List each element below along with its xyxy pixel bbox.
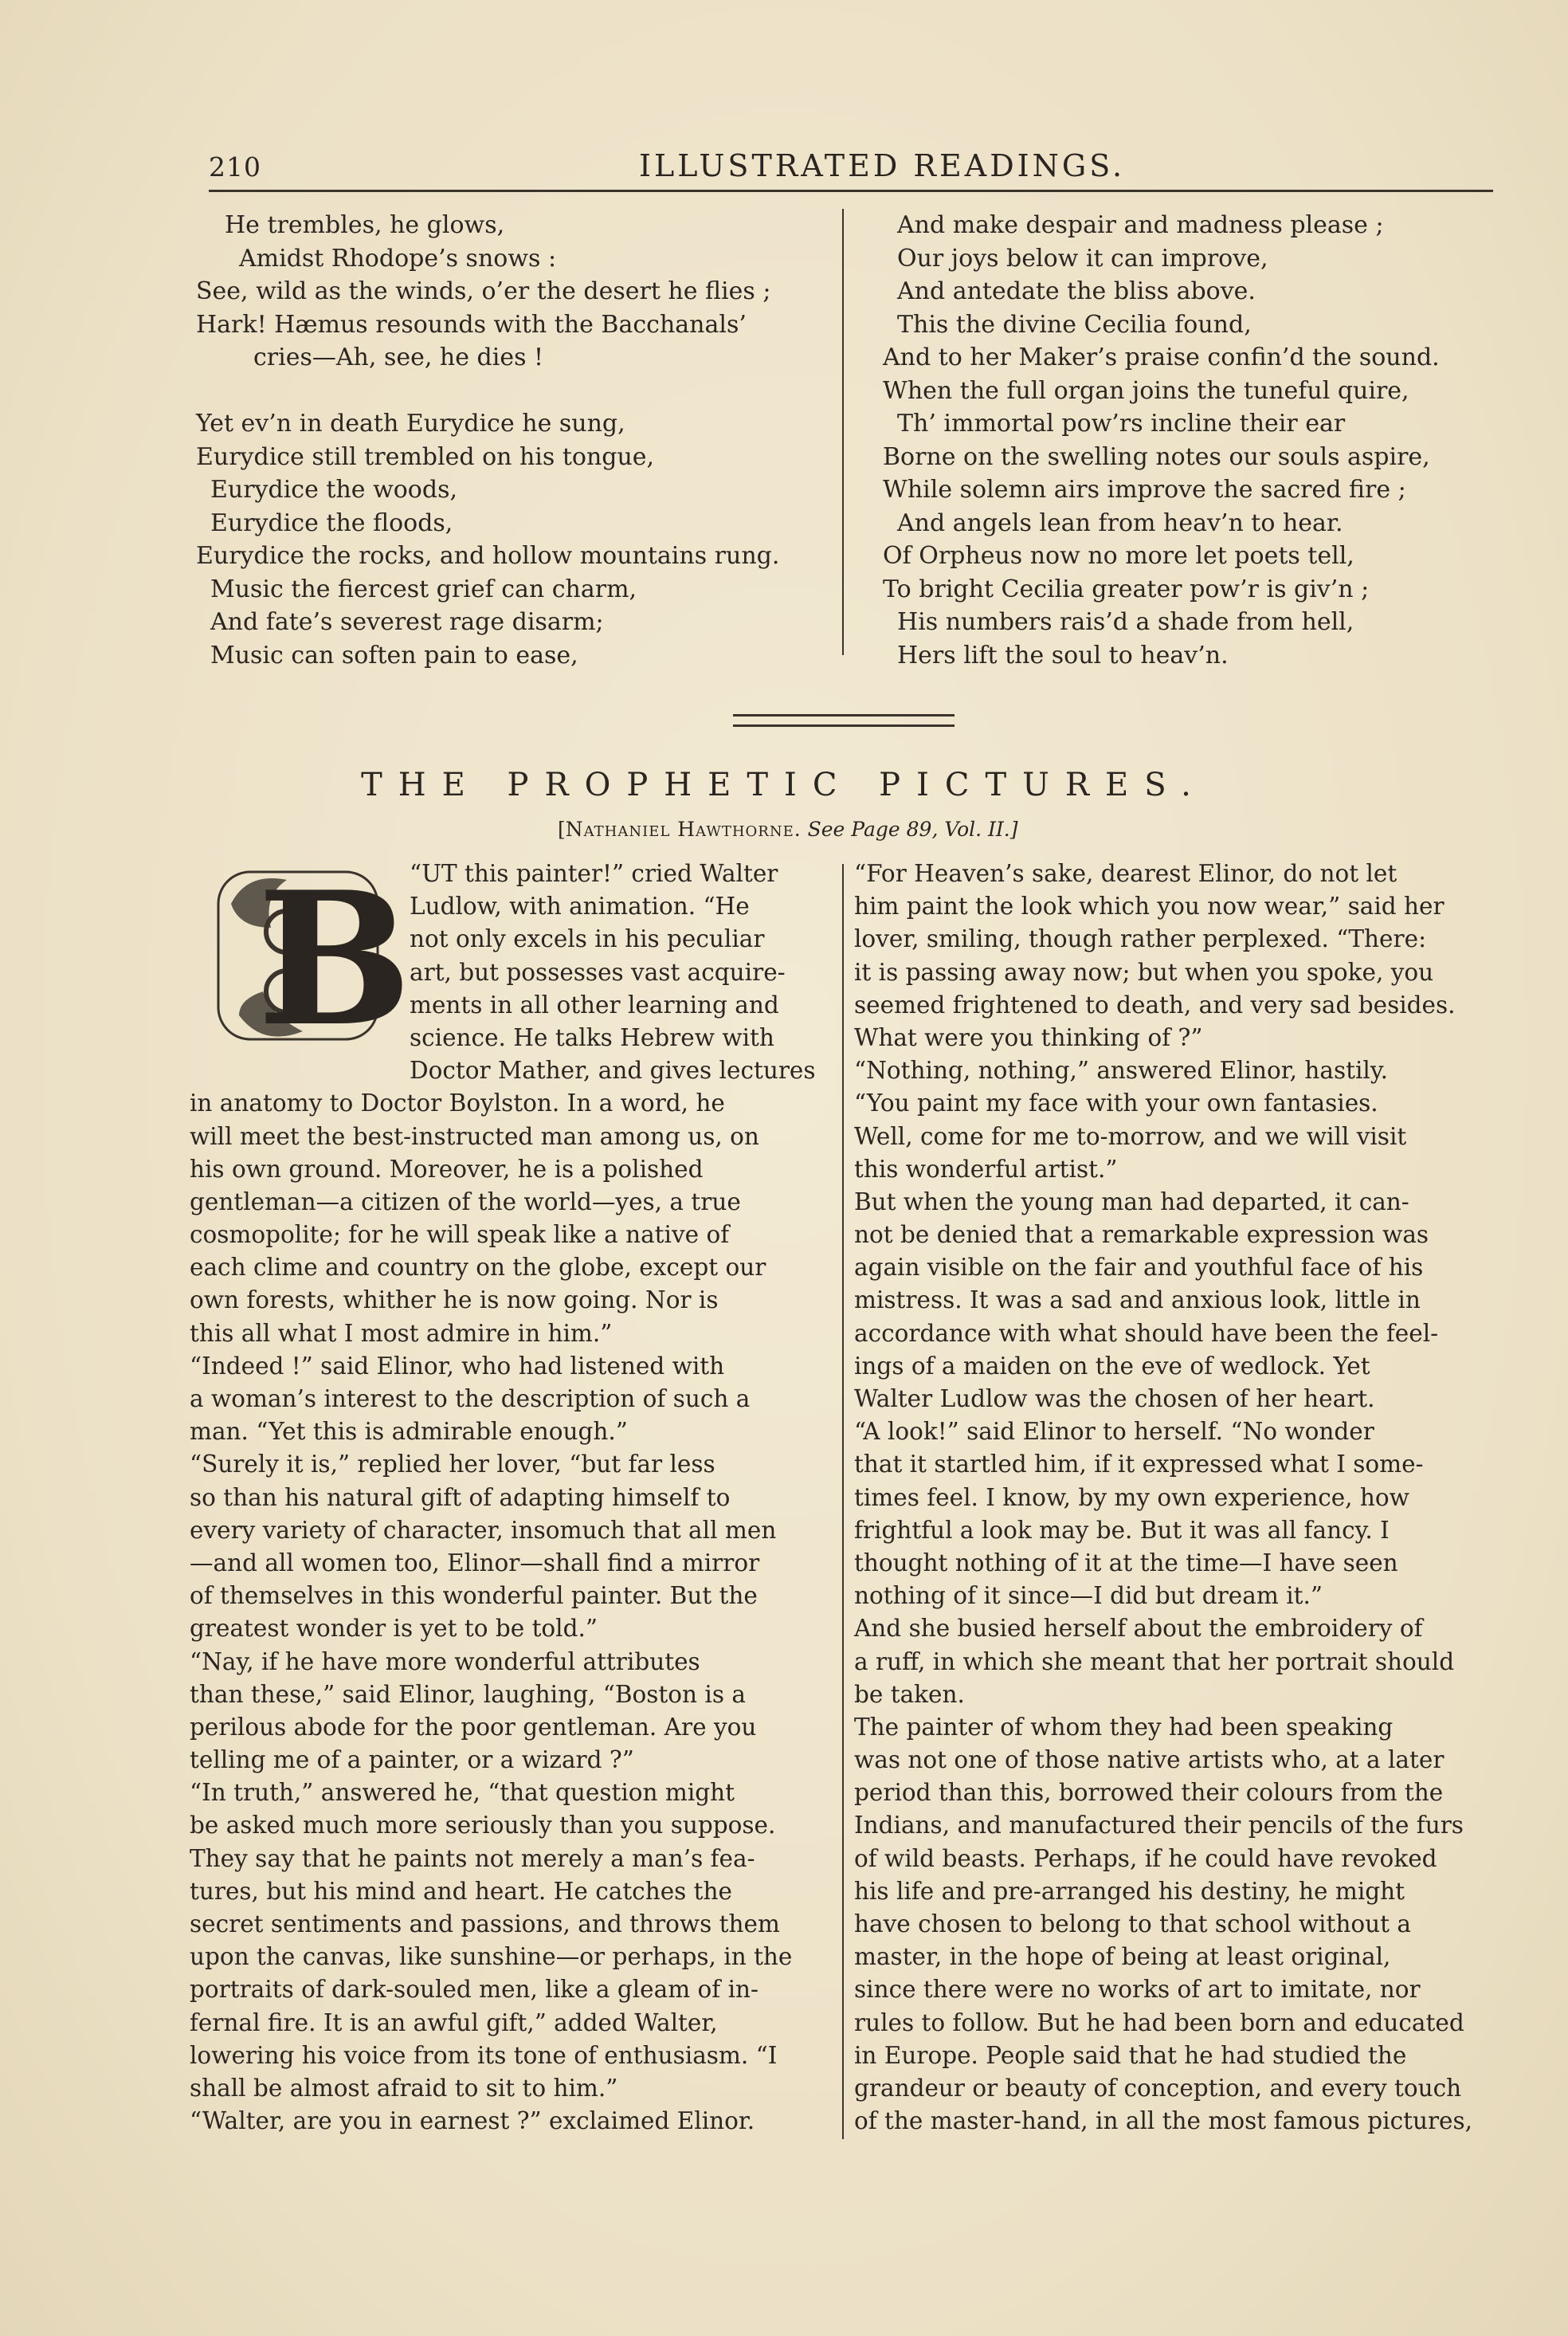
poem-line: Of Orpheus now no more let poets tell, bbox=[883, 542, 1354, 570]
text-line: since there were no works of art to imitate, nor bbox=[854, 1976, 1421, 2004]
text-line: grandeur or beauty of conception, and every touch bbox=[854, 2074, 1462, 2102]
poem-line: He trembles, he glows, bbox=[225, 211, 505, 239]
text-line: fernal fire. It is an awful gift,” added Walter, bbox=[190, 2008, 718, 2036]
text-line: a woman’s interest to the description of such a bbox=[190, 1385, 751, 1412]
text-line: frightful a look may be. But it was all fancy. I bbox=[854, 1516, 1390, 1544]
text-line: “Surely it is,” replied her lover, “but far less bbox=[190, 1451, 715, 1478]
text-line: lover, smiling, though rather perplexed. “There: bbox=[854, 925, 1427, 953]
text-line: in anatomy to Doctor Boylston. In a word, he bbox=[190, 1089, 725, 1117]
text-line: this wonderful artist.” bbox=[854, 1155, 1118, 1183]
text-line: “UT this painter!” cried Walter bbox=[410, 860, 778, 887]
text-line: “A look!” said Elinor to herself. “No wonder bbox=[854, 1418, 1374, 1446]
text-line: this all what I most admire in him.” bbox=[190, 1319, 613, 1347]
text-line: “Walter, are you in earnest ?” exclaimed Elinor. bbox=[190, 2107, 755, 2135]
poem-line: And angels lean from heav’n to hear. bbox=[897, 508, 1343, 537]
text-line: shall be almost afraid to sit to him.” bbox=[190, 2074, 618, 2102]
column-divider bbox=[842, 209, 844, 655]
text-line: his life and pre-arranged his destiny, he might bbox=[854, 1877, 1405, 1905]
poem-line: Eurydice still trembled on his tongue, bbox=[196, 442, 655, 471]
poem-line bbox=[196, 375, 825, 408]
text-line: times feel. I know, by my own experience, how bbox=[854, 1483, 1409, 1511]
poem-line: And fate’s severest rage disarm; bbox=[210, 608, 604, 636]
text-line: a ruff, in which she meant that her portrait should bbox=[854, 1647, 1455, 1675]
text-line: “Indeed !” said Elinor, who had listened with bbox=[190, 1352, 725, 1380]
text-line: But when the young man had departed, it can- bbox=[854, 1188, 1409, 1215]
text-line: was not one of those native artists who, at a later bbox=[854, 1746, 1445, 1774]
text-line: of the master-hand, in all the most famous pictures, bbox=[854, 2107, 1473, 2135]
text-line: than these,” said Elinor, laughing, “Boston is a bbox=[190, 1680, 746, 1708]
text-line: his own ground. Moreover, he is a polished bbox=[190, 1155, 704, 1183]
text-line: him paint the look which you now wear,” said her bbox=[854, 893, 1445, 921]
text-line: Ludlow, with animation. “He bbox=[410, 893, 750, 921]
text-line: ings of a maiden on the eve of wedlock. Yet bbox=[854, 1352, 1370, 1380]
poem-line: Th’ immortal pow’rs incline their ear bbox=[897, 410, 1346, 438]
text-line: man. “Yet this is admirable enough.” bbox=[190, 1418, 628, 1446]
story-author: Nathaniel Hawthorne. bbox=[565, 818, 802, 841]
story-attribution bbox=[558, 818, 1018, 841]
text-line: secret sentiments and passions, and throws them bbox=[190, 1910, 780, 1938]
poem-line: To bright Cecilia greater pow’r is giv’n ; bbox=[883, 575, 1370, 603]
text-line: The painter of whom they had been speaking bbox=[854, 1713, 1394, 1741]
text-line: They say that he paints not merely a man’s fea- bbox=[190, 1844, 755, 1872]
poem-line: Eurydice the floods, bbox=[210, 508, 453, 537]
poem-line: And antedate the bliss above. bbox=[897, 277, 1256, 305]
text-line: cosmopolite; for he will speak like a native of bbox=[190, 1221, 730, 1249]
text-line: rules to follow. But he had been born and educated bbox=[854, 2008, 1464, 2036]
poem-line: Hark! Hæmus resounds with the Bacchanals’ bbox=[196, 310, 747, 339]
text-line: every variety of character, insomuch that all men bbox=[190, 1516, 777, 1544]
running-title: ILLUSTRATED READINGS. bbox=[639, 148, 1126, 183]
text-line: tures, but his mind and heart. He catches the bbox=[190, 1877, 732, 1905]
poem-left-column bbox=[196, 209, 825, 672]
poem-line: And to her Maker’s praise confin’d the sound. bbox=[883, 344, 1440, 371]
section-divider bbox=[733, 714, 955, 727]
poem-line: And make despair and madness please ; bbox=[897, 211, 1384, 239]
story-column-divider bbox=[842, 864, 844, 2139]
text-line: greatest wonder is yet to be told.” bbox=[190, 1615, 598, 1643]
poem-line: This the divine Cecilia found, bbox=[897, 310, 1252, 339]
text-line: it is passing away now; but when you spoke, you bbox=[854, 958, 1434, 986]
text-line: of wild beasts. Perhaps, if he could have revoked bbox=[854, 1844, 1437, 1872]
text-line: “You paint my face with your own fantasies. bbox=[854, 1089, 1378, 1117]
poem-line: When the full organ joins the tuneful quire, bbox=[883, 376, 1409, 405]
text-line: that it startled him, if it expressed what I some- bbox=[854, 1451, 1424, 1478]
text-line: —and all women too, Elinor—shall find a mirror bbox=[190, 1549, 760, 1576]
text-line: Walter Ludlow was the chosen of her heart. bbox=[854, 1385, 1375, 1412]
attribution-reference: See Page 89, Vol. II.] bbox=[807, 818, 1018, 841]
poem-line: Hers lift the soul to heav’n. bbox=[897, 641, 1229, 669]
text-line: lowering his voice from its tone of enthusiasm. “I bbox=[190, 2041, 778, 2069]
text-line: What were you thinking of ?” bbox=[854, 1023, 1203, 1051]
text-line: be asked much more seriously than you suppose. bbox=[190, 1812, 776, 1839]
page-number: 210 bbox=[209, 151, 261, 183]
drop-cap-letter: B bbox=[257, 856, 413, 1067]
story-title: THE PROPHETIC PICTURES. bbox=[361, 767, 1207, 803]
text-line: period than this, borrowed their colours from the bbox=[854, 1779, 1444, 1807]
poem-line: His numbers rais’d a shade from hell, bbox=[897, 608, 1354, 636]
text-line: master, in the hope of being at least original, bbox=[854, 1943, 1391, 1971]
text-line: portraits of dark-souled men, like a gleam of in- bbox=[190, 1976, 759, 2004]
text-line: Doctor Mather, and gives lectures bbox=[410, 1057, 816, 1085]
text-line: be taken. bbox=[854, 1680, 965, 1708]
poem-line: Borne on the swelling notes our souls aspire, bbox=[883, 442, 1430, 471]
poem-line: Music the fiercest grief can charm, bbox=[210, 575, 637, 603]
poem-line: Amidst Rhodope’s snows : bbox=[239, 244, 557, 273]
poem-line: cries—Ah, see, he dies ! bbox=[253, 344, 544, 371]
text-line: “For Heaven’s sake, dearest Elinor, do not let bbox=[854, 860, 1397, 887]
text-line: science. He talks Hebrew with bbox=[410, 1023, 774, 1051]
text-line: have chosen to belong to that school without a bbox=[854, 1910, 1411, 1938]
poem-line: See, wild as the winds, o’er the desert he flies ; bbox=[196, 277, 771, 305]
text-line: “Nothing, nothing,” answered Elinor, hastily. bbox=[854, 1057, 1388, 1085]
text-line: thought nothing of it at the time—I have seen bbox=[854, 1549, 1398, 1576]
text-line: not only excels in his peculiar bbox=[410, 925, 765, 953]
text-line: seemed frightened to death, and very sad besides. bbox=[854, 991, 1456, 1019]
page-header bbox=[209, 145, 1493, 191]
text-line: own forests, whither he is now going. Nor is bbox=[190, 1286, 719, 1314]
poem-line: Our joys below it can improve, bbox=[897, 244, 1268, 273]
text-line: gentleman—a citizen of the world—yes, a true bbox=[190, 1188, 741, 1215]
text-line: upon the canvas, like sunshine—or perhaps, in the bbox=[190, 1943, 793, 1971]
text-line: so than his natural gift of adapting himself to bbox=[190, 1483, 731, 1511]
poem-line: Eurydice the rocks, and hollow mountains rung. bbox=[196, 542, 780, 570]
header-rule bbox=[209, 190, 1493, 192]
poem-line: Yet ev’n in death Eurydice he sung, bbox=[196, 410, 625, 438]
text-line: not be denied that a remarkable expression was bbox=[854, 1221, 1429, 1249]
text-line: “In truth,” answered he, “that question might bbox=[190, 1779, 735, 1807]
text-line: And she busied herself about the embroidery of bbox=[854, 1615, 1423, 1643]
text-line: Well, come for me to-morrow, and we will visit bbox=[854, 1122, 1407, 1150]
poem-line: Eurydice the woods, bbox=[210, 476, 458, 504]
text-line: perilous abode for the poor gentleman. Are you bbox=[190, 1713, 757, 1741]
text-line: in Europe. People said that he had studied the bbox=[854, 2041, 1407, 2069]
text-line: mistress. It was a sad and anxious look, little in bbox=[854, 1286, 1421, 1314]
text-line: Indians, and manufactured their pencils of the furs bbox=[854, 1812, 1464, 1839]
text-line: will meet the best-instructed man among us, on bbox=[190, 1122, 759, 1150]
attribution-bracket: [ bbox=[558, 818, 566, 841]
text-line: each clime and country on the globe, except our bbox=[190, 1254, 766, 1282]
poem-line: While solemn airs improve the sacred fire ; bbox=[883, 476, 1406, 504]
text-line: “Nay, if he have more wonderful attributes bbox=[190, 1647, 700, 1675]
text-line: telling me of a painter, or a wizard ?” bbox=[190, 1746, 634, 1774]
text-line: art, but possesses vast acquire- bbox=[410, 958, 786, 986]
story-right-column bbox=[854, 858, 1492, 2138]
text-line: nothing of it since—I did but dream it.” bbox=[854, 1582, 1323, 1610]
text-line: ments in all other learning and bbox=[410, 991, 779, 1019]
text-line: of themselves in this wonderful painter. But the bbox=[190, 1582, 758, 1610]
story-left-column bbox=[190, 858, 827, 2138]
poem-line: Music can soften pain to ease, bbox=[210, 641, 578, 669]
poem-right-column bbox=[883, 209, 1496, 672]
text-line: again visible on the fair and youthful face of his bbox=[854, 1254, 1424, 1282]
text-line: accordance with what should have been the feel- bbox=[854, 1319, 1439, 1347]
